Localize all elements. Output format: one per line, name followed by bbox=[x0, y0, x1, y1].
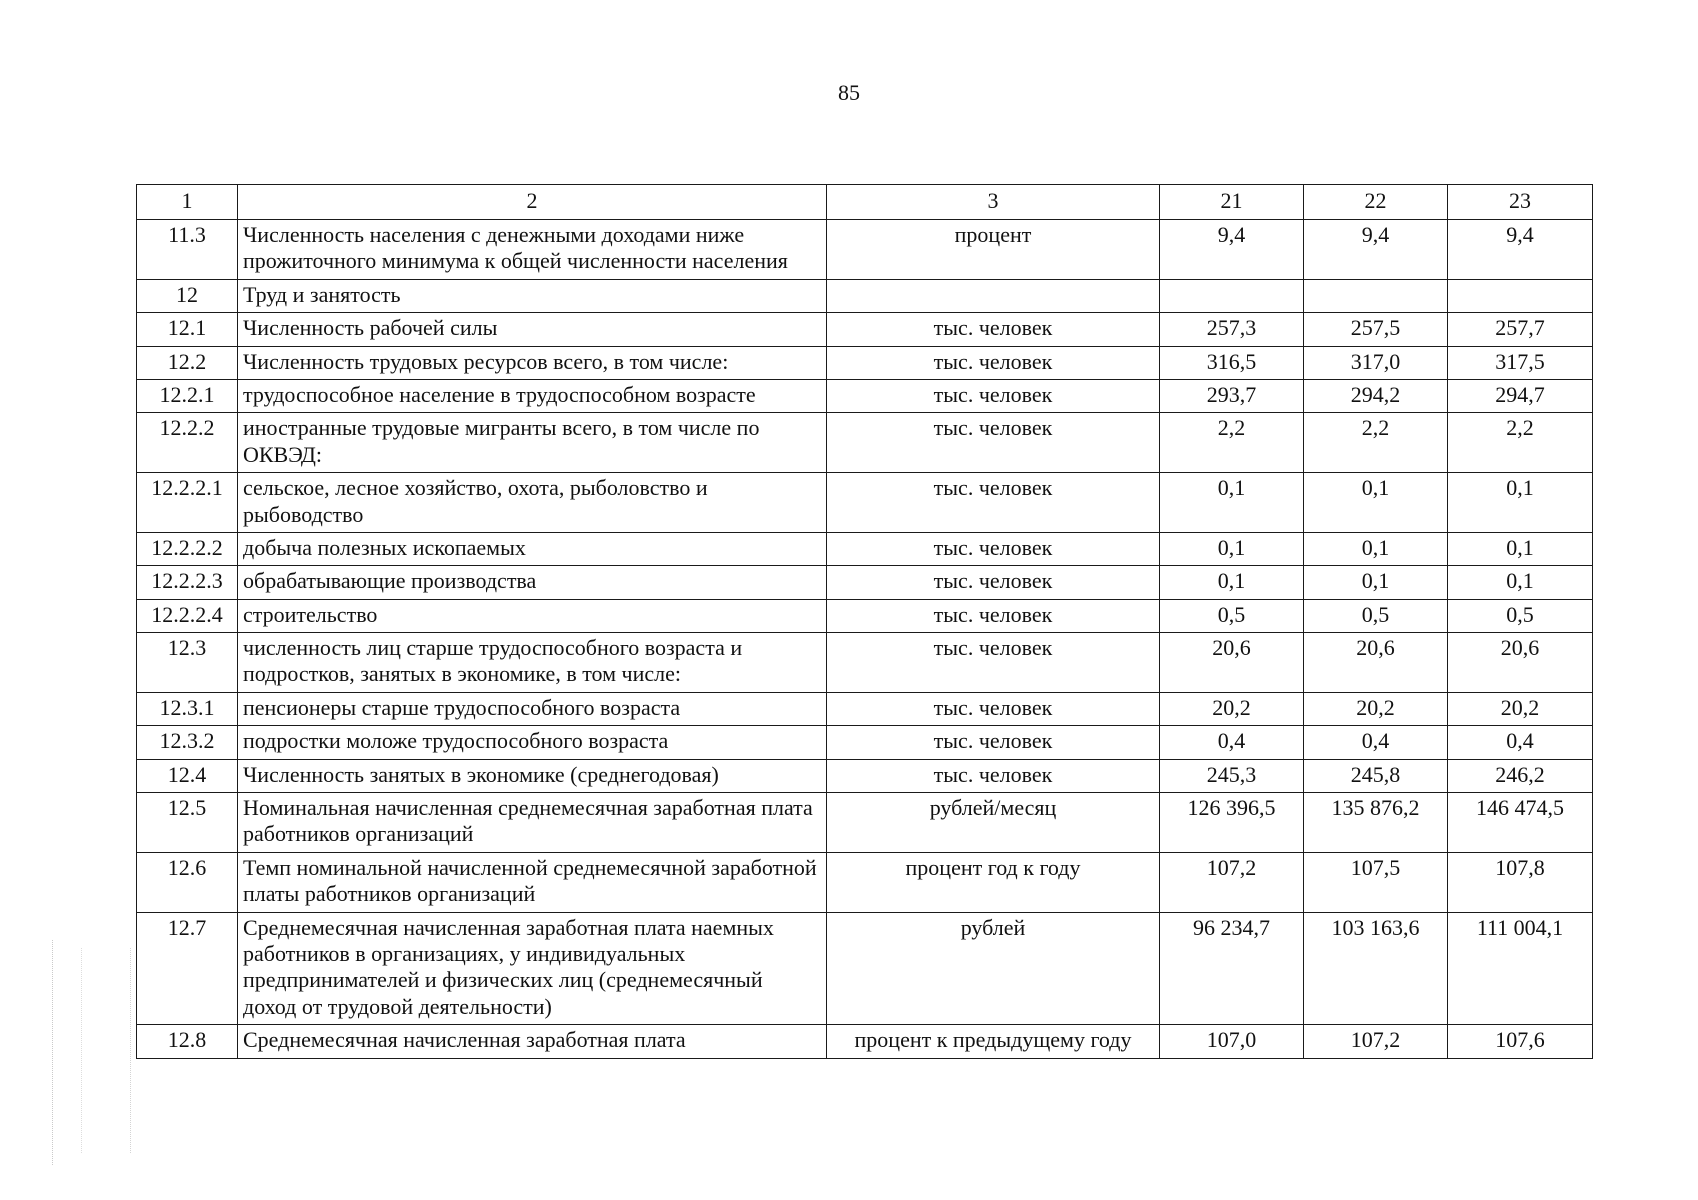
row-number: 12.1 bbox=[137, 313, 238, 346]
row-value-23: 0,4 bbox=[1448, 726, 1593, 759]
row-number: 12.3.2 bbox=[137, 726, 238, 759]
row-indicator-name: Темп номинальной начисленной среднемесячной заработной платы работников организаций bbox=[238, 852, 827, 912]
row-number: 11.3 bbox=[137, 220, 238, 280]
row-number: 12.3 bbox=[137, 633, 238, 693]
row-unit: тыс. человек bbox=[827, 692, 1160, 725]
table-row bbox=[137, 313, 1593, 346]
row-value-22: 2,2 bbox=[1304, 413, 1448, 473]
row-number: 12.2.2.4 bbox=[137, 599, 238, 632]
row-value-21: 0,1 bbox=[1160, 532, 1304, 565]
row-value-22: 20,2 bbox=[1304, 692, 1448, 725]
row-value-22 bbox=[1304, 279, 1448, 312]
table-row bbox=[137, 413, 1593, 473]
row-value-23: 9,4 bbox=[1448, 220, 1593, 280]
data-table bbox=[136, 184, 1593, 1059]
row-number: 12.7 bbox=[137, 912, 238, 1025]
table-row bbox=[137, 379, 1593, 412]
row-unit bbox=[827, 279, 1160, 312]
row-value-21: 96 234,7 bbox=[1160, 912, 1304, 1025]
row-value-23: 146 474,5 bbox=[1448, 793, 1593, 853]
row-value-21: 245,3 bbox=[1160, 759, 1304, 792]
row-number: 12.2.2.1 bbox=[137, 473, 238, 533]
row-value-22: 0,1 bbox=[1304, 532, 1448, 565]
row-number: 12.2.2.2 bbox=[137, 532, 238, 565]
row-unit: тыс. человек bbox=[827, 532, 1160, 565]
row-unit: процент к предыдущему году bbox=[827, 1025, 1160, 1058]
row-value-23: 317,5 bbox=[1448, 346, 1593, 379]
row-indicator-name: Численность занятых в экономике (среднегодовая) bbox=[238, 759, 827, 792]
row-value-22: 245,8 bbox=[1304, 759, 1448, 792]
row-unit: тыс. человек bbox=[827, 599, 1160, 632]
row-value-22: 0,1 bbox=[1304, 566, 1448, 599]
row-unit: процент год к году bbox=[827, 852, 1160, 912]
row-indicator-name: сельское, лесное хозяйство, охота, рыболовство и рыбоводство bbox=[238, 473, 827, 533]
row-value-23: 0,1 bbox=[1448, 532, 1593, 565]
row-number: 12.2.2.3 bbox=[137, 566, 238, 599]
header-col-3: 3 bbox=[827, 185, 1160, 220]
row-unit: тыс. человек bbox=[827, 413, 1160, 473]
table-row bbox=[137, 599, 1593, 632]
row-value-22: 0,4 bbox=[1304, 726, 1448, 759]
row-indicator-name: иностранные трудовые мигранты всего, в том числе по ОКВЭД: bbox=[238, 413, 827, 473]
row-indicator-name: пенсионеры старше трудоспособного возраста bbox=[238, 692, 827, 725]
table-row bbox=[137, 220, 1593, 280]
row-number: 12.6 bbox=[137, 852, 238, 912]
row-indicator-name: Численность рабочей силы bbox=[238, 313, 827, 346]
row-value-22: 9,4 bbox=[1304, 220, 1448, 280]
row-unit: рублей bbox=[827, 912, 1160, 1025]
row-unit: тыс. человек bbox=[827, 759, 1160, 792]
row-value-23: 20,2 bbox=[1448, 692, 1593, 725]
row-value-22: 0,1 bbox=[1304, 473, 1448, 533]
header-row bbox=[137, 185, 1593, 220]
row-value-22: 107,2 bbox=[1304, 1025, 1448, 1058]
row-value-21 bbox=[1160, 279, 1304, 312]
row-value-22: 107,5 bbox=[1304, 852, 1448, 912]
row-value-23: 0,1 bbox=[1448, 473, 1593, 533]
row-value-23: 0,1 bbox=[1448, 566, 1593, 599]
table-row bbox=[137, 566, 1593, 599]
table-row bbox=[137, 473, 1593, 533]
row-value-22: 103 163,6 bbox=[1304, 912, 1448, 1025]
row-value-23: 111 004,1 bbox=[1448, 912, 1593, 1025]
table-row bbox=[137, 726, 1593, 759]
table-row bbox=[137, 279, 1593, 312]
row-value-23: 107,6 bbox=[1448, 1025, 1593, 1058]
row-number: 12.2 bbox=[137, 346, 238, 379]
row-value-22: 20,6 bbox=[1304, 633, 1448, 693]
row-value-21: 2,2 bbox=[1160, 413, 1304, 473]
table-row bbox=[137, 633, 1593, 693]
row-unit: процент bbox=[827, 220, 1160, 280]
row-value-21: 107,2 bbox=[1160, 852, 1304, 912]
row-unit: рублей/месяц bbox=[827, 793, 1160, 853]
row-value-22: 0,5 bbox=[1304, 599, 1448, 632]
table-body bbox=[137, 220, 1593, 1059]
row-value-23: 246,2 bbox=[1448, 759, 1593, 792]
table-row bbox=[137, 759, 1593, 792]
header-col-21: 21 bbox=[1160, 185, 1304, 220]
row-number: 12.5 bbox=[137, 793, 238, 853]
row-number: 12.4 bbox=[137, 759, 238, 792]
row-value-23: 107,8 bbox=[1448, 852, 1593, 912]
row-value-21: 0,5 bbox=[1160, 599, 1304, 632]
table-row bbox=[137, 912, 1593, 1025]
table-row bbox=[137, 1025, 1593, 1058]
row-indicator-name: трудоспособное население в трудоспособном возрасте bbox=[238, 379, 827, 412]
row-value-23: 257,7 bbox=[1448, 313, 1593, 346]
row-indicator-name: Среднемесячная начисленная заработная плата bbox=[238, 1025, 827, 1058]
row-indicator-name: добыча полезных ископаемых bbox=[238, 532, 827, 565]
row-value-23: 0,5 bbox=[1448, 599, 1593, 632]
row-indicator-name: Номинальная начисленная среднемесячная заработная плата работников организаций bbox=[238, 793, 827, 853]
row-value-21: 0,1 bbox=[1160, 473, 1304, 533]
row-value-21: 20,2 bbox=[1160, 692, 1304, 725]
row-unit: тыс. человек bbox=[827, 726, 1160, 759]
row-indicator-name: Численность населения с денежными доходами ниже прожиточного минимума к общей численности населения bbox=[238, 220, 827, 280]
row-indicator-name: строительство bbox=[238, 599, 827, 632]
row-number: 12.3.1 bbox=[137, 692, 238, 725]
header-col-2: 2 bbox=[238, 185, 827, 220]
row-value-21: 20,6 bbox=[1160, 633, 1304, 693]
table-row bbox=[137, 346, 1593, 379]
row-value-23: 20,6 bbox=[1448, 633, 1593, 693]
row-unit: тыс. человек bbox=[827, 379, 1160, 412]
row-unit: тыс. человек bbox=[827, 633, 1160, 693]
header-col-22: 22 bbox=[1304, 185, 1448, 220]
row-unit: тыс. человек bbox=[827, 346, 1160, 379]
row-value-21: 316,5 bbox=[1160, 346, 1304, 379]
header-col-1: 1 bbox=[137, 185, 238, 220]
row-indicator-name: обрабатывающие производства bbox=[238, 566, 827, 599]
row-number: 12 bbox=[137, 279, 238, 312]
row-value-21: 257,3 bbox=[1160, 313, 1304, 346]
row-value-22: 294,2 bbox=[1304, 379, 1448, 412]
page-number: 85 bbox=[838, 80, 860, 105]
row-value-21: 0,4 bbox=[1160, 726, 1304, 759]
row-indicator-name: Численность трудовых ресурсов всего, в том числе: bbox=[238, 346, 827, 379]
table-row bbox=[137, 793, 1593, 853]
row-indicator-name: подростки моложе трудоспособного возраста bbox=[238, 726, 827, 759]
table-row bbox=[137, 532, 1593, 565]
row-value-21: 0,1 bbox=[1160, 566, 1304, 599]
header-col-23: 23 bbox=[1448, 185, 1593, 220]
scan-edge-artifact bbox=[52, 940, 143, 1165]
row-number: 12.2.2 bbox=[137, 413, 238, 473]
row-value-22: 135 876,2 bbox=[1304, 793, 1448, 853]
row-unit: тыс. человек bbox=[827, 473, 1160, 533]
row-indicator-name: численность лиц старше трудоспособного возраста и подростков, занятых в экономике, в том числе: bbox=[238, 633, 827, 693]
row-number: 12.2.1 bbox=[137, 379, 238, 412]
table-row bbox=[137, 852, 1593, 912]
row-indicator-name: Труд и занятость bbox=[238, 279, 827, 312]
row-value-23: 2,2 bbox=[1448, 413, 1593, 473]
row-value-22: 317,0 bbox=[1304, 346, 1448, 379]
table-row bbox=[137, 692, 1593, 725]
row-value-23 bbox=[1448, 279, 1593, 312]
row-unit: тыс. человек bbox=[827, 566, 1160, 599]
row-value-22: 257,5 bbox=[1304, 313, 1448, 346]
row-number: 12.8 bbox=[137, 1025, 238, 1058]
row-indicator-name: Среднемесячная начисленная заработная плата наемных работников в организациях, у индивидуальных предпринимателей и физических лиц (среднемесячный доход от трудовой деятельности) bbox=[238, 912, 827, 1025]
row-unit: тыс. человек bbox=[827, 313, 1160, 346]
row-value-21: 9,4 bbox=[1160, 220, 1304, 280]
row-value-21: 107,0 bbox=[1160, 1025, 1304, 1058]
row-value-21: 293,7 bbox=[1160, 379, 1304, 412]
row-value-23: 294,7 bbox=[1448, 379, 1593, 412]
row-value-21: 126 396,5 bbox=[1160, 793, 1304, 853]
